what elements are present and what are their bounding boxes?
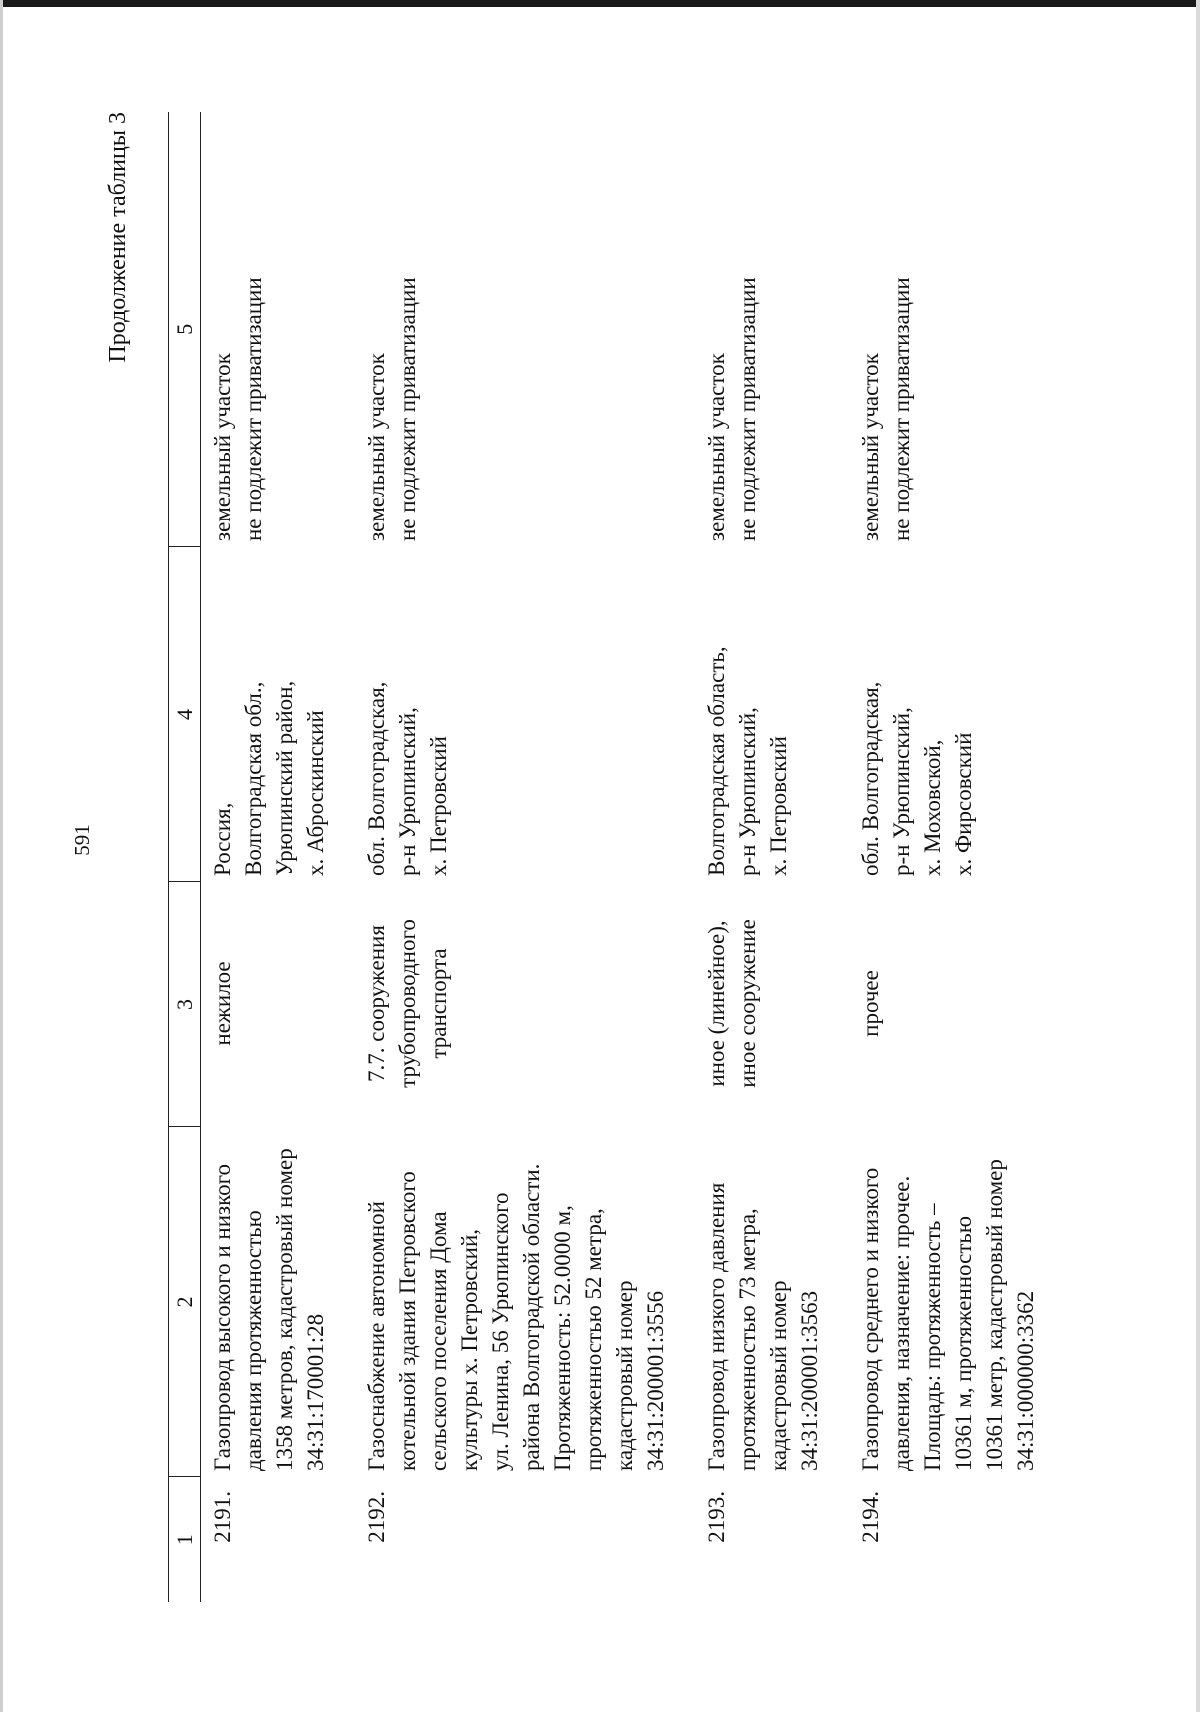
cell-line: р-н Урюпинский, bbox=[735, 707, 760, 876]
cell-line: 34:31:200001:3563 bbox=[797, 1290, 822, 1471]
cell-line: кадастровый номер bbox=[766, 1280, 791, 1471]
row-number-cell: 2194. bbox=[858, 1491, 883, 1543]
table-row bbox=[201, 112, 358, 1602]
cell-line: Площадь: протяженность – bbox=[920, 1203, 945, 1471]
cell-line: р-н Урюпинский, bbox=[889, 707, 914, 876]
table-body bbox=[201, 112, 1068, 1602]
cell-line: давления, назначение: прочее. bbox=[889, 1175, 914, 1471]
cell-line: х. Фирсовский bbox=[951, 732, 976, 876]
cell-line: Урюпинский район, bbox=[272, 680, 297, 876]
cell-line: Россия, bbox=[210, 802, 235, 876]
note-cell bbox=[851, 112, 1067, 547]
object-type-cell bbox=[851, 882, 1067, 1127]
property-table bbox=[168, 112, 1067, 1602]
table-caption: Продолжение таблицы 3 bbox=[105, 112, 131, 363]
cell-line: земельный участок bbox=[364, 353, 389, 541]
object-description-cell bbox=[357, 1127, 697, 1477]
cell-line: не подлежит приватизации bbox=[241, 277, 266, 541]
cell-line: района Волгоградской области. bbox=[519, 1163, 544, 1471]
cell-line: трубопроводного bbox=[395, 919, 420, 1088]
column-number: 4 bbox=[169, 547, 201, 882]
object-type-cell bbox=[201, 882, 358, 1127]
cell-line: протяженностью 52 метра, bbox=[581, 1208, 606, 1471]
object-description-cell bbox=[851, 1127, 1067, 1477]
cell-line: не подлежит приватизации bbox=[889, 277, 914, 541]
note-cell bbox=[357, 112, 697, 547]
page-number: 591 bbox=[70, 824, 94, 856]
object-type-cell bbox=[357, 882, 697, 1127]
address-cell bbox=[851, 547, 1067, 882]
cell-line: земельный участок bbox=[210, 353, 235, 541]
cell-line: Волгоградская область, bbox=[704, 646, 729, 876]
cell-line: культуры х. Петровский, bbox=[457, 1228, 482, 1471]
cell-line: давления протяженностью bbox=[241, 1210, 266, 1471]
cell-line: нежилое bbox=[210, 961, 235, 1046]
address-cell bbox=[357, 547, 697, 882]
column-number: 1 bbox=[169, 1477, 201, 1602]
cell-line: прочее bbox=[858, 970, 883, 1037]
cell-line: иное сооружение bbox=[735, 919, 760, 1088]
cell-line: Газопровод среднего и низкого bbox=[858, 1167, 883, 1471]
cell-line: котельной здания Петровского bbox=[395, 1171, 420, 1471]
cell-line: 10361 метр, кадастровый номер bbox=[982, 1159, 1007, 1471]
column-number: 5 bbox=[169, 112, 201, 547]
address-cell bbox=[201, 547, 358, 882]
object-type-cell bbox=[697, 882, 851, 1127]
cell-line: 1358 метров, кадастровый номер bbox=[272, 1148, 297, 1471]
cell-line: 34:31:000000:3362 bbox=[1013, 1290, 1038, 1471]
table-row bbox=[697, 112, 851, 1602]
cell-line: х. Моховской, bbox=[920, 739, 945, 876]
cell-line: земельный участок bbox=[858, 353, 883, 541]
cell-line: х. Петровский bbox=[426, 736, 451, 876]
note-cell bbox=[697, 112, 851, 547]
column-number: 2 bbox=[169, 1127, 201, 1477]
cell-line: р-н Урюпинский, bbox=[395, 707, 420, 876]
cell-line: не подлежит приватизации bbox=[395, 277, 420, 541]
cell-line: Газопровод высокого и низкого bbox=[210, 1164, 235, 1471]
cell-line: Газопровод низкого давления bbox=[704, 1182, 729, 1471]
row-number-cell: 2193. bbox=[704, 1491, 729, 1543]
object-description-cell bbox=[201, 1127, 358, 1477]
row-number-cell: 2192. bbox=[364, 1491, 389, 1543]
cell-line: 34:31:200001:3556 bbox=[643, 1290, 668, 1471]
object-description-cell bbox=[697, 1127, 851, 1477]
cell-line: х. Аброскинский bbox=[303, 710, 328, 876]
cell-line: Газоснабжение автономной bbox=[364, 1201, 389, 1471]
cell-line: 34:31:170001:28 bbox=[303, 1313, 328, 1471]
table-row bbox=[357, 112, 697, 1602]
row-number-cell: 2191. bbox=[210, 1491, 235, 1543]
cell-line: 7.7. сооружения bbox=[364, 925, 389, 1082]
address-cell bbox=[697, 547, 851, 882]
cell-line: 10361 м, протяженностью bbox=[951, 1215, 976, 1471]
cell-line: иное (линейное), bbox=[704, 920, 729, 1087]
cell-line: ул. Ленина, 56 Урюпинского bbox=[488, 1192, 513, 1471]
cell-line: Протяженность: 52.0000 м, bbox=[550, 1205, 575, 1471]
cell-line: земельный участок bbox=[704, 353, 729, 541]
cell-line: кадастровый номер bbox=[612, 1280, 637, 1471]
column-number: 3 bbox=[169, 882, 201, 1127]
cell-line: протяженностью 73 метра, bbox=[735, 1208, 760, 1471]
note-cell bbox=[201, 112, 358, 547]
column-number-row bbox=[169, 112, 201, 1602]
cell-line: транспорта bbox=[426, 948, 451, 1059]
cell-line: не подлежит приватизации bbox=[735, 277, 760, 541]
table-row bbox=[851, 112, 1067, 1602]
cell-line: х. Петровский bbox=[766, 736, 791, 876]
cell-line: сельского поселения Дома bbox=[426, 1211, 451, 1471]
cell-line: Волгоградская обл., bbox=[241, 681, 266, 876]
cell-line: обл. Волгоградская, bbox=[858, 681, 883, 876]
cell-line: обл. Волгоградская, bbox=[364, 681, 389, 876]
